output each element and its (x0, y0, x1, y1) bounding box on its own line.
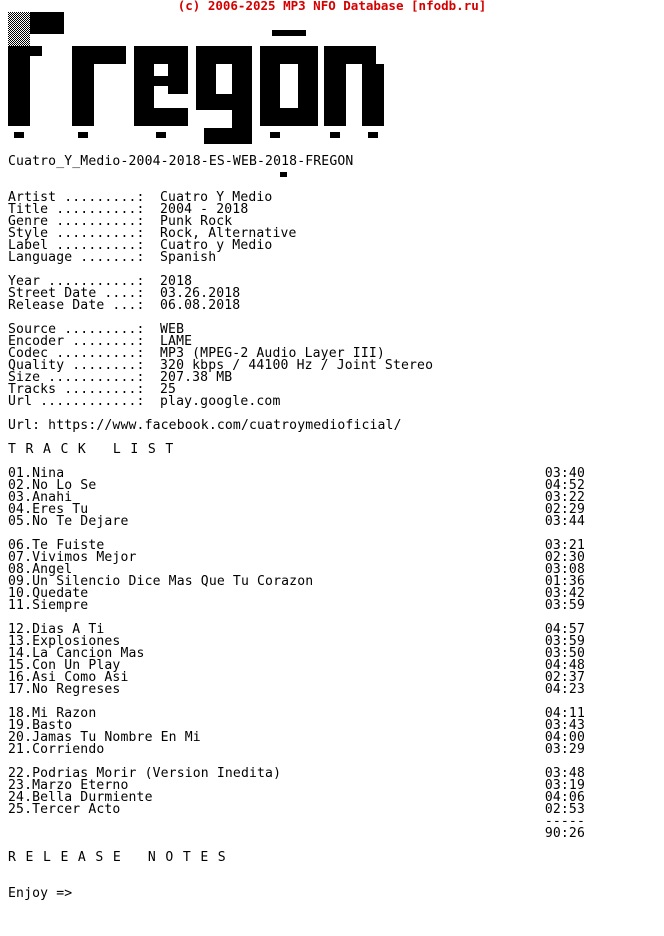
release-notes-text: Enjoy => (8, 886, 73, 901)
track-row: 12.Dias A Ti 04:57 (8, 622, 585, 637)
info-row: Tracks .........: 25 (8, 382, 177, 397)
nfo-text (8, 156, 608, 900)
track-row: 19.Basto 03:43 (8, 718, 585, 733)
track-group-1 (8, 468, 608, 528)
track-row: 03.Anahi 03:22 (8, 490, 585, 505)
track-row: 09.Un Silencio Dice Mas Que Tu Corazon 01:36 (8, 574, 585, 589)
track-row: 01.Nina 03:40 (8, 466, 585, 481)
track-row: 02.No Lo Se 04:52 (8, 478, 585, 493)
track-row: 05.No Te Dejare 03:44 (8, 514, 585, 529)
track-row: 14.La Cancion Mas 03:50 (8, 646, 585, 661)
track-row: 20.Jamas Tu Nombre En Mi 04:00 (8, 730, 585, 745)
track-row: 08.Angel 03:08 (8, 562, 585, 577)
track-row: 24.Bella Durmiente 04:06 (8, 790, 585, 805)
track-row: 16.Asi Como Asi 02:37 (8, 670, 585, 685)
track-group-2 (8, 540, 608, 612)
total-time: 90:26 (544, 826, 585, 841)
track-row: 06.Te Fuiste 03:21 (8, 538, 585, 553)
track-row: 21.Corriendo 03:29 (8, 742, 585, 757)
track-row: 23.Marzo Eterno 03:19 (8, 778, 585, 793)
track-row: 17.No Regreses 04:23 (8, 682, 585, 697)
fregon-ascii-logo (8, 12, 388, 144)
release-name: Cuatro_Y_Medio-2004-2018-ES-WEB-2018-FREGON (8, 154, 354, 169)
info-group-1 (8, 192, 608, 264)
info-row: Encoder ........: LAME (8, 334, 193, 349)
info-group-2 (8, 276, 608, 312)
info-row: Style ..........: Rock, Alternative (8, 226, 297, 241)
info-row: Language .......: Spanish (8, 250, 217, 265)
release-notes-heading: RELEASE NOTES (8, 850, 236, 865)
info-row: Release Date ...: 06.08.2018 (8, 298, 241, 313)
total-separator: ----- (544, 814, 585, 829)
info-row: Label ..........: Cuatro y Medio (8, 238, 273, 253)
nfodb-header: (c) 2006-2025 MP3 NFO Database [nfodb.ru] (177, 0, 487, 13)
tracklist-heading: TRACK LIST (8, 442, 183, 457)
track-row: 11.Siempre 03:59 (8, 598, 585, 613)
info-row: Codec ..........: MP3 (MPEG-2 Audio Layer III) (8, 346, 385, 361)
track-row: 25.Tercer Acto 02:53 (8, 802, 585, 817)
bullet-mark (8, 168, 608, 180)
info-row: Year ...........: 2018 (8, 274, 193, 289)
info-row: Genre ..........: Punk Rock (8, 214, 233, 229)
track-row: 13.Explosiones 03:59 (8, 634, 585, 649)
info-row: Quality ........: 320 kbps / 44100 Hz / Joint Stereo (8, 358, 434, 373)
track-group-5 (8, 768, 608, 816)
track-group-3 (8, 624, 608, 696)
info-row: Title ..........: 2004 - 2018 (8, 202, 249, 217)
info-row: Url ............: play.google.com (8, 394, 281, 409)
info-row: Source .........: WEB (8, 322, 185, 337)
info-row: Size ...........: 207.38 MB (8, 370, 233, 385)
info-row: Artist .........: Cuatro Y Medio (8, 190, 273, 205)
facebook-url: Url: https://www.facebook.com/cuatroymedioficial/ (8, 418, 402, 433)
track-row: 04.Eres Tu 02:29 (8, 502, 585, 517)
track-row: 15.Con Un Play 04:48 (8, 658, 585, 673)
track-row: 10.Quedate 03:42 (8, 586, 585, 601)
track-group-4 (8, 708, 608, 756)
track-row: 22.Podrias Morir (Version Inedita) 03:48 (8, 766, 585, 781)
info-group-3 (8, 324, 608, 408)
info-row: Street Date ....: 03.26.2018 (8, 286, 241, 301)
track-row: 07.Vivimos Mejor 02:30 (8, 550, 585, 565)
track-row: 18.Mi Razon 04:11 (8, 706, 585, 721)
